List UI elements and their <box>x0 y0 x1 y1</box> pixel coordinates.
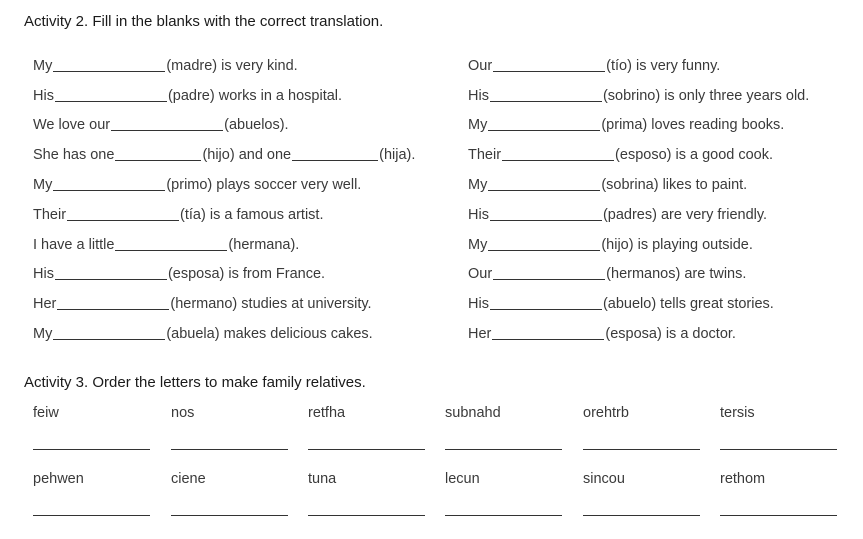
sentence-row <box>468 105 809 135</box>
answer-blank[interactable] <box>490 309 602 310</box>
sentence-text: (abuela) makes delicious cakes. <box>166 325 373 342</box>
answer-line[interactable] <box>445 515 562 516</box>
sentence-row <box>468 45 809 75</box>
answer-line[interactable] <box>720 449 837 450</box>
answer-blank[interactable] <box>53 339 165 340</box>
activity-3-title: Activity 3. Order the letters to make family relatives. <box>24 374 366 391</box>
sentence-text: (esposa) is from France. <box>167 266 326 283</box>
sentence-row <box>468 313 809 343</box>
sentence-text: (hermana). <box>228 236 300 253</box>
scrambled-word-item <box>720 405 840 421</box>
scrambled-word-item <box>308 471 428 487</box>
scrambled-word: orehtrb <box>583 405 629 421</box>
answer-line[interactable] <box>33 449 150 450</box>
scrambled-word-item <box>720 471 840 487</box>
scrambled-word-item <box>583 405 703 421</box>
sentence-text: Our <box>468 266 493 283</box>
sentence-text: Her <box>33 296 57 313</box>
sentence-text: (hija). <box>379 147 416 164</box>
scrambled-word: subnahd <box>445 405 501 421</box>
answer-blank[interactable] <box>488 130 600 131</box>
sentence-text: His <box>468 206 489 223</box>
answer-blank[interactable] <box>53 71 165 72</box>
answer-line[interactable] <box>171 515 288 516</box>
answer-line[interactable] <box>720 515 837 516</box>
activity-2-left-column <box>33 45 415 343</box>
sentence-text: (hijo) is playing outside. <box>601 236 753 253</box>
sentence-text: (esposo) is a good cook. <box>615 147 774 164</box>
sentence-row <box>33 134 415 164</box>
sentence-row <box>468 254 809 284</box>
sentence-row <box>33 75 415 105</box>
sentence-row <box>468 134 809 164</box>
answer-blank[interactable] <box>502 160 614 161</box>
sentence-text: We love our <box>33 117 111 134</box>
answer-blank[interactable] <box>492 339 604 340</box>
sentence-text: (hermano) studies at university. <box>170 296 372 313</box>
scrambled-word-item <box>171 405 291 421</box>
answer-blank[interactable] <box>111 130 223 131</box>
answer-blank[interactable] <box>115 160 201 161</box>
answer-line[interactable] <box>171 449 288 450</box>
scrambled-word: nos <box>171 405 195 421</box>
scrambled-word-item <box>33 471 153 487</box>
sentence-text: (prima) loves reading books. <box>601 117 785 134</box>
sentence-text: My <box>33 325 53 342</box>
sentence-text: (hijo) and one <box>202 147 292 164</box>
sentence-row <box>468 224 809 254</box>
scrambled-word-item <box>583 471 703 487</box>
sentence-text: His <box>468 87 489 104</box>
scrambled-word: tersis <box>720 405 755 421</box>
answer-line[interactable] <box>308 515 425 516</box>
answer-line[interactable] <box>308 449 425 450</box>
scrambled-word: lecun <box>445 471 480 487</box>
sentence-text: (padres) are very friendly. <box>602 206 768 223</box>
scrambled-word: retfha <box>308 405 346 421</box>
answer-blank[interactable] <box>292 160 378 161</box>
scrambled-word: ciene <box>171 471 206 487</box>
answer-blank[interactable] <box>115 250 227 251</box>
sentence-text: (primo) plays soccer very well. <box>166 176 362 193</box>
sentence-row <box>33 105 415 135</box>
sentence-text: She has one <box>33 147 115 164</box>
scrambled-word-item <box>33 405 153 421</box>
sentence-text: (tío) is very funny. <box>606 57 721 74</box>
scrambled-word-item <box>445 405 565 421</box>
answer-line[interactable] <box>583 449 700 450</box>
sentence-text: My <box>33 176 53 193</box>
sentence-text: (hermanos) are twins. <box>606 266 747 283</box>
answer-blank[interactable] <box>55 279 167 280</box>
sentence-text: (sobrino) is only three years old. <box>602 87 810 104</box>
answer-blank[interactable] <box>490 101 602 102</box>
activity-2-title: Activity 2. Fill in the blanks with the correct translation. <box>24 13 384 30</box>
sentence-row <box>468 283 809 313</box>
answer-blank[interactable] <box>493 279 605 280</box>
sentence-text: (sobrina) likes to paint. <box>601 176 748 193</box>
sentence-text: Their <box>468 147 502 164</box>
activity-2-right-column <box>468 45 809 343</box>
answer-blank[interactable] <box>57 309 169 310</box>
scrambled-word: pehwen <box>33 471 84 487</box>
sentence-row <box>468 75 809 105</box>
scrambled-word-item <box>445 471 565 487</box>
scrambled-word: tuna <box>308 471 337 487</box>
scrambled-word: feiw <box>33 405 59 421</box>
answer-blank[interactable] <box>55 101 167 102</box>
sentence-row <box>33 254 415 284</box>
sentence-text: (abuelo) tells great stories. <box>602 296 774 313</box>
sentence-row <box>33 164 415 194</box>
scrambled-word: sincou <box>583 471 625 487</box>
sentence-text: My <box>468 236 488 253</box>
sentence-text: (esposa) is a doctor. <box>605 325 736 342</box>
answer-blank[interactable] <box>488 190 600 191</box>
scrambled-word-item <box>308 405 428 421</box>
sentence-text: Her <box>468 325 492 342</box>
sentence-row <box>33 313 415 343</box>
sentence-text: (abuelos). <box>224 117 289 134</box>
answer-blank[interactable] <box>490 220 602 221</box>
sentence-text: (tía) is a famous artist. <box>180 206 324 223</box>
sentence-text: Our <box>468 57 493 74</box>
sentence-row <box>33 45 415 75</box>
sentence-text: His <box>33 87 54 104</box>
answer-line[interactable] <box>445 449 562 450</box>
sentence-text: My <box>468 176 488 193</box>
sentence-row <box>468 164 809 194</box>
answer-blank[interactable] <box>67 220 179 221</box>
sentence-text: (madre) is very kind. <box>166 57 298 74</box>
answer-blank[interactable] <box>488 250 600 251</box>
sentence-text: (padre) works in a hospital. <box>167 87 343 104</box>
answer-blank[interactable] <box>493 71 605 72</box>
sentence-text: My <box>33 57 53 74</box>
sentence-text: My <box>468 117 488 134</box>
sentence-row <box>33 224 415 254</box>
sentence-row <box>33 194 415 224</box>
sentence-row <box>33 283 415 313</box>
sentence-row <box>468 194 809 224</box>
answer-line[interactable] <box>583 515 700 516</box>
sentence-text: Their <box>33 206 67 223</box>
scrambled-word: rethom <box>720 471 766 487</box>
sentence-text: His <box>468 296 489 313</box>
answer-line[interactable] <box>33 515 150 516</box>
sentence-text: I have a little <box>33 236 115 253</box>
scrambled-word-item <box>171 471 291 487</box>
answer-blank[interactable] <box>53 190 165 191</box>
sentence-text: His <box>33 266 54 283</box>
